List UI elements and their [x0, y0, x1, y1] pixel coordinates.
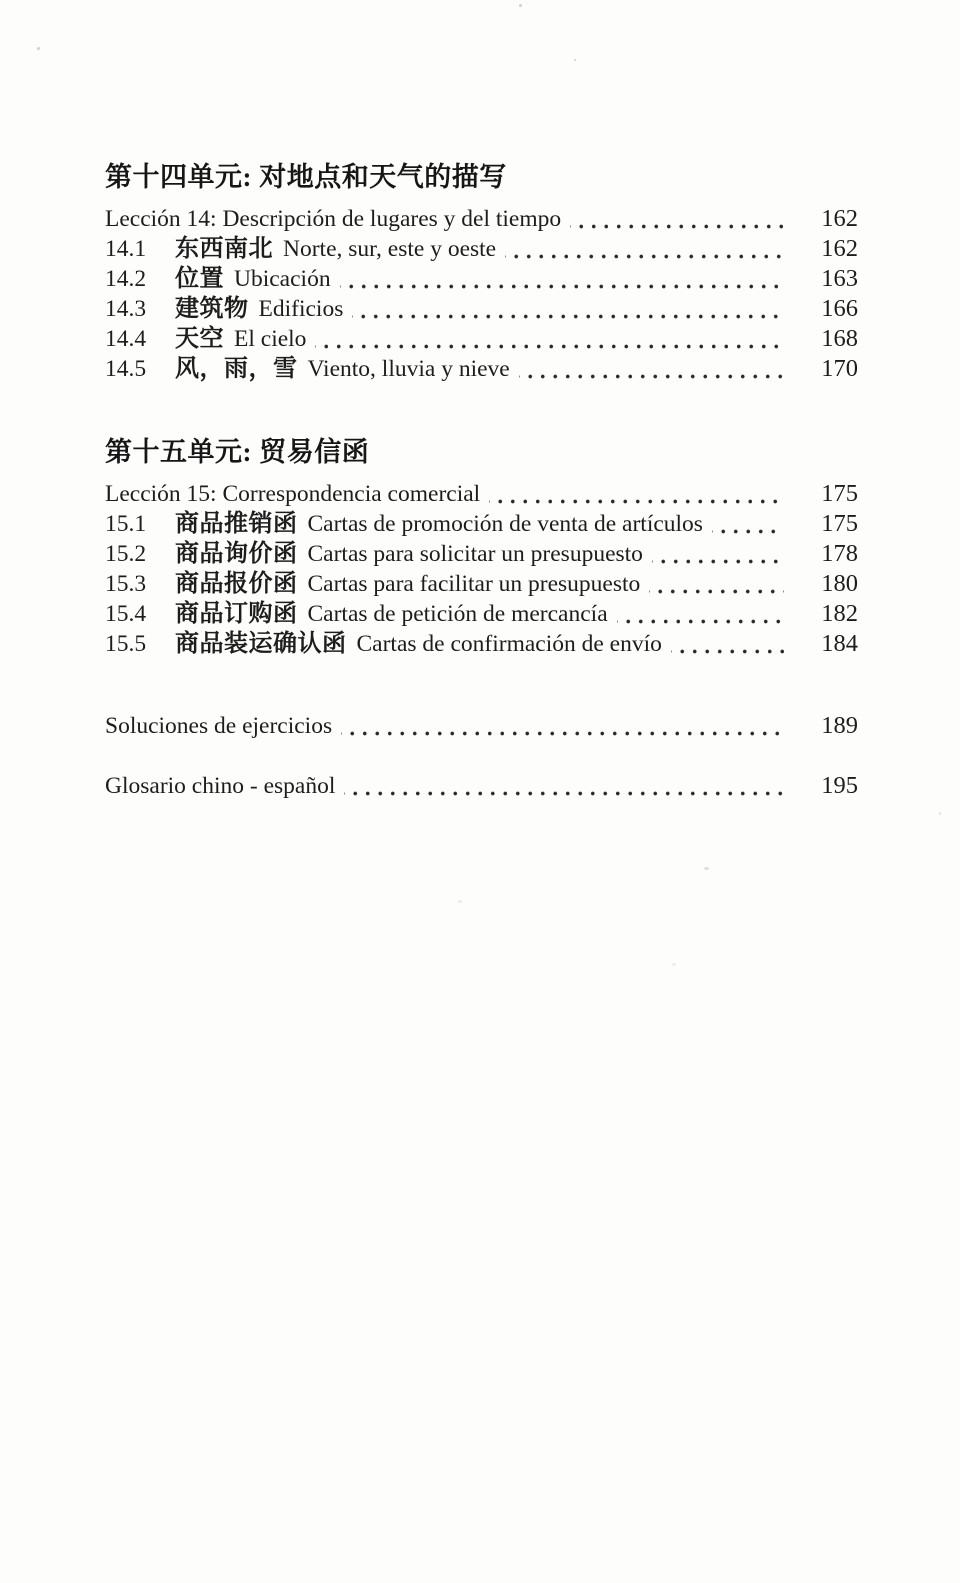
toc-entry-row — [105, 599, 858, 629]
dotted-leader — [617, 609, 784, 629]
toc-entry-row — [105, 711, 858, 741]
section-rows — [105, 479, 858, 659]
toc-entry-row — [105, 294, 858, 324]
entry-page-number: 195 — [821, 772, 858, 799]
entry-number: 14.5 — [105, 356, 147, 382]
scan-speck — [672, 963, 676, 966]
entry-chinese-title: 商品装运确认函 — [175, 631, 347, 657]
section-heading: 第十四单元: 对地点和天气的描写 — [105, 162, 507, 192]
entry-chinese-title: 风，雨，雪 — [175, 356, 298, 382]
scan-speck — [574, 59, 576, 61]
toc-entry-row — [105, 234, 858, 264]
section-heading: 第十五单元: 贸易信函 — [105, 437, 370, 467]
entry-spanish-title: Lección 14: Descripción de lugares y del tiempo — [105, 206, 562, 232]
entry-page-number: 163 — [821, 265, 858, 292]
entry-spanish-title: Cartas para facilitar un presupuesto — [307, 571, 641, 597]
entry-page-number: 180 — [821, 570, 858, 597]
entry-chinese-title: 商品订购函 — [175, 601, 298, 627]
entry-number: 15.4 — [105, 601, 147, 627]
entry-spanish-title: Lección 15: Correspondencia comercial — [105, 481, 481, 507]
entry-chinese-title: 位置 — [175, 266, 224, 292]
entry-spanish-title: Viento, lluvia y nieve — [307, 356, 510, 382]
toc-entry-row — [105, 354, 858, 384]
entry-spanish-title: Glosario chino - español — [105, 773, 336, 799]
entry-chinese-title: 商品报价函 — [175, 571, 298, 597]
scan-speck — [37, 47, 40, 50]
entry-spanish-title: Ubicación — [234, 266, 331, 292]
toc-entry-row — [105, 324, 858, 354]
dotted-leader — [315, 334, 784, 354]
entry-spanish-title: Cartas de confirmación de envío — [356, 631, 662, 657]
entry-page-number: 175 — [821, 480, 858, 507]
toc-section-unit-15 — [105, 438, 858, 659]
dotted-leader — [505, 244, 784, 264]
entry-spanish-title: Cartas para solicitar un presupuesto — [307, 541, 643, 567]
entry-page-number: 166 — [821, 295, 858, 322]
toc-entry-row — [105, 539, 858, 569]
toc-entry-row — [105, 771, 858, 801]
entry-page-number: 175 — [821, 510, 858, 537]
dotted-leader — [352, 304, 784, 324]
entry-number: 14.2 — [105, 266, 147, 292]
toc-entry-row — [105, 204, 858, 234]
entry-chinese-title: 商品询价函 — [175, 541, 298, 567]
entry-number: 15.2 — [105, 541, 147, 567]
entry-number: 15.3 — [105, 571, 147, 597]
scan-speck — [458, 900, 462, 903]
scan-speck — [939, 812, 941, 815]
entry-chinese-title: 天空 — [175, 326, 224, 352]
entry-page-number: 170 — [821, 355, 858, 382]
entry-number: 15.1 — [105, 511, 147, 537]
entry-spanish-title: Cartas de petición de mercancía — [307, 601, 608, 627]
dotted-leader — [519, 364, 784, 384]
dotted-leader — [570, 214, 784, 234]
entry-chinese-title: 建筑物 — [175, 296, 249, 322]
entry-chinese-title: 东西南北 — [175, 236, 273, 262]
toc-section-unit-14 — [105, 163, 858, 384]
toc-entry-row — [105, 569, 858, 599]
scan-speck — [519, 4, 522, 7]
section-rows — [105, 204, 858, 384]
dotted-leader — [341, 721, 784, 741]
entry-page-number: 178 — [821, 540, 858, 567]
toc-entry-row — [105, 479, 858, 509]
entry-number: 14.1 — [105, 236, 147, 262]
entry-spanish-title: Edificios — [258, 296, 344, 322]
back-matter-entries — [105, 711, 858, 801]
scan-speck — [704, 867, 709, 870]
entry-page-number: 162 — [821, 205, 858, 232]
toc-entry-row — [105, 509, 858, 539]
entry-page-number: 189 — [821, 712, 858, 739]
entry-number: 15.5 — [105, 631, 147, 657]
entry-page-number: 162 — [821, 235, 858, 262]
entry-page-number: 182 — [821, 600, 858, 627]
dotted-leader — [712, 519, 784, 539]
dotted-leader — [671, 639, 784, 659]
entry-chinese-title: 商品推销函 — [175, 511, 298, 537]
dotted-leader — [649, 579, 784, 599]
entry-page-number: 168 — [821, 325, 858, 352]
toc-entry-row — [105, 629, 858, 659]
entry-spanish-title: Cartas de promoción de venta de artículos — [307, 511, 703, 537]
entry-page-number: 184 — [821, 630, 858, 657]
entry-spanish-title: Soluciones de ejercicios — [105, 713, 333, 739]
dotted-leader — [340, 274, 784, 294]
toc-entry-row — [105, 264, 858, 294]
dotted-leader — [344, 781, 784, 801]
dotted-leader — [489, 489, 784, 509]
entry-number: 14.3 — [105, 296, 147, 322]
entry-number: 14.4 — [105, 326, 147, 352]
entry-spanish-title: Norte, sur, este y oeste — [283, 236, 497, 262]
dotted-leader — [652, 549, 784, 569]
entry-spanish-title: El cielo — [234, 326, 307, 352]
